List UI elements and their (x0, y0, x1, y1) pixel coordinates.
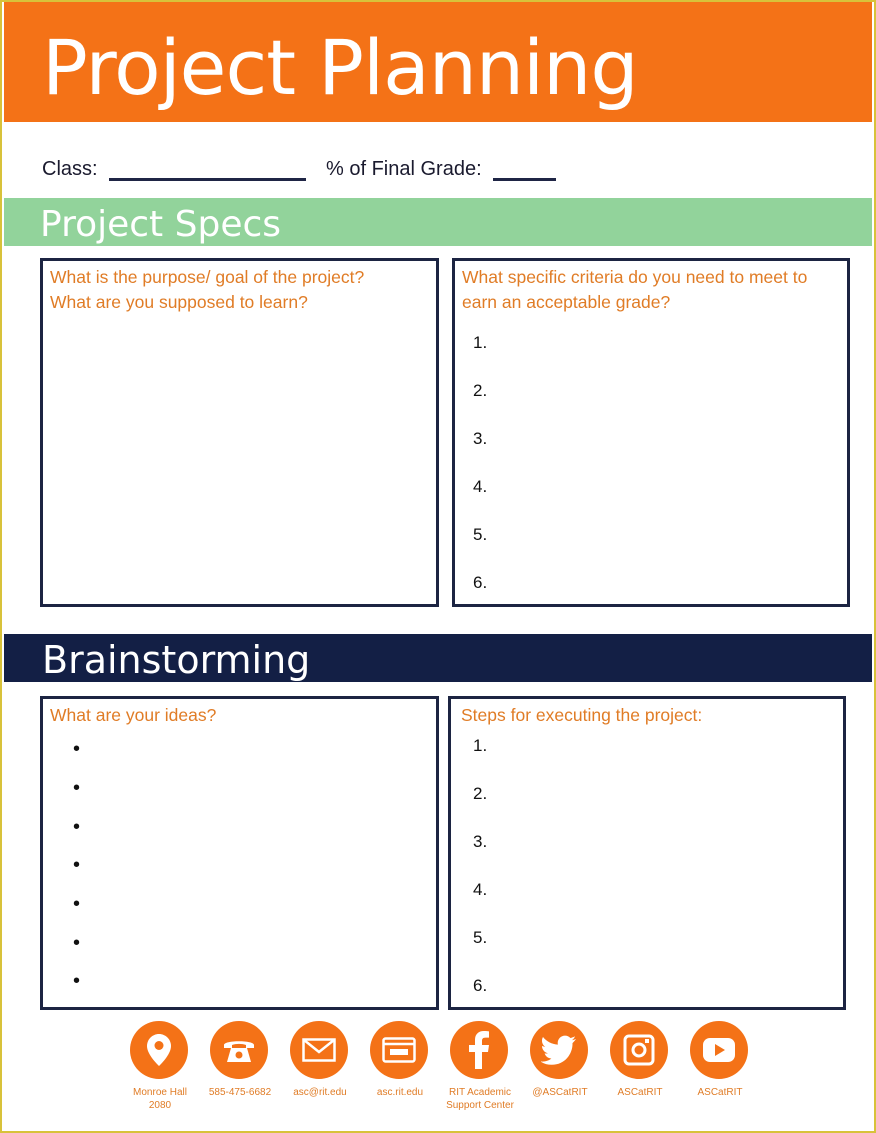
envelope-icon[interactable] (290, 1021, 348, 1079)
website-label: asc.rit.edu (376, 1087, 424, 1098)
location-pin-icon[interactable] (130, 1021, 188, 1079)
purpose-box[interactable] (40, 258, 439, 607)
criteria-number: 2. (473, 381, 488, 400)
facebook-icon[interactable] (450, 1021, 508, 1079)
criteria-prompt (462, 265, 807, 315)
criteria-prompt-line-1: What specific criteria do you need to meet to (462, 267, 808, 287)
twitter-label: @ASCatRIT (532, 1087, 588, 1098)
location-label (115, 1086, 205, 1112)
criteria-prompt-line-2: earn an acceptable grade? (462, 292, 671, 312)
criteria-number: 5. (473, 525, 488, 544)
facebook-label-line-1: RIT Academic (448, 1087, 512, 1098)
facebook-label (435, 1086, 525, 1112)
youtube-icon[interactable] (690, 1021, 748, 1079)
step-number: 1. (473, 736, 488, 755)
criteria-number: 6. (473, 573, 488, 592)
twitter-icon[interactable] (530, 1021, 588, 1079)
ideas-box[interactable] (40, 696, 439, 1010)
idea-bullet: • (73, 854, 81, 876)
idea-bullet: • (73, 816, 81, 838)
phone-label: 585-475-6682 (208, 1087, 272, 1098)
instagram-label: ASCatRIT (617, 1087, 663, 1098)
criteria-number: 4. (473, 477, 488, 496)
idea-bullet: • (73, 932, 81, 954)
project-specs-heading: Project Specs (40, 204, 282, 245)
idea-bullet: • (73, 738, 81, 760)
purpose-prompt-line-2: What are you supposed to learn? (50, 292, 308, 312)
steps-prompt: Steps for executing the project: (461, 705, 703, 725)
criteria-box[interactable] (452, 258, 850, 607)
page-title: Project Planning (42, 23, 638, 112)
youtube-label: ASCatRIT (697, 1087, 743, 1098)
facebook-label-line-2: Support Center (446, 1100, 514, 1111)
criteria-number: 1. (473, 333, 488, 352)
instagram-icon[interactable] (610, 1021, 668, 1079)
grade-field[interactable] (326, 158, 556, 181)
steps-box[interactable] (448, 696, 846, 1010)
criteria-number: 3. (473, 429, 488, 448)
step-number: 3. (473, 832, 488, 851)
purpose-prompt (50, 265, 364, 315)
step-number: 5. (473, 928, 488, 947)
email-label: asc@rit.edu (293, 1087, 347, 1098)
step-number: 6. (473, 976, 488, 995)
location-label-line-1: Monroe Hall (133, 1087, 187, 1098)
purpose-prompt-line-1: What is the purpose/ goal of the project? (50, 267, 365, 287)
ideas-prompt: What are your ideas? (50, 705, 217, 725)
phone-icon[interactable] (210, 1021, 268, 1079)
idea-bullet: • (73, 970, 81, 992)
step-number: 4. (473, 880, 488, 899)
step-number: 2. (473, 784, 488, 803)
idea-bullet: • (73, 893, 81, 915)
idea-bullet: • (73, 777, 81, 799)
grade-blank-line[interactable] (493, 178, 556, 181)
class-field[interactable] (42, 158, 306, 181)
class-label: Class: (42, 158, 98, 180)
class-blank-line[interactable] (109, 178, 306, 181)
location-label-line-2: 2080 (148, 1100, 172, 1111)
brainstorming-heading: Brainstorming (42, 638, 311, 682)
web-browser-icon[interactable] (370, 1021, 428, 1079)
grade-label: % of Final Grade: (326, 158, 482, 180)
